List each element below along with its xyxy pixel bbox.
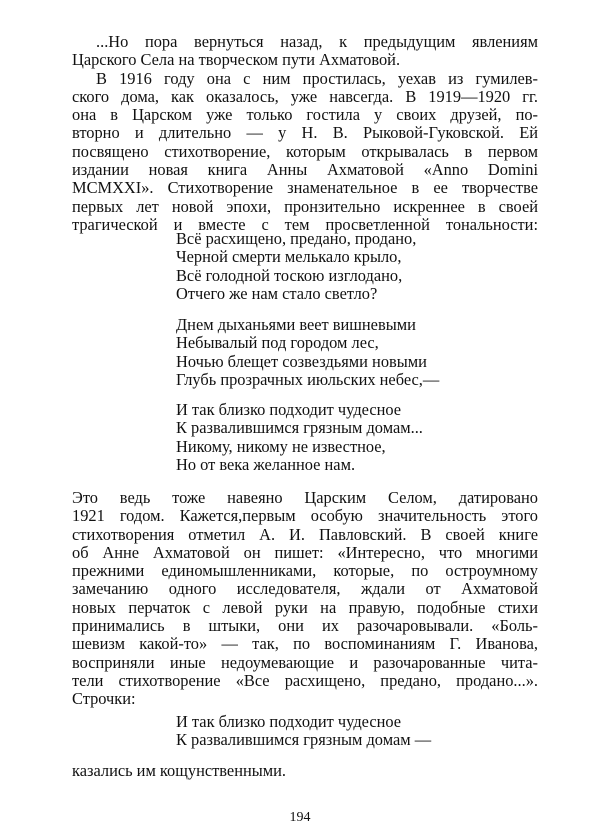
poem-line: Днем дыханьями веет вишневыми	[176, 315, 416, 334]
poem-line: Но от века желанное нам.	[176, 454, 356, 474]
poem-stanza-3	[176, 401, 423, 474]
paragraph-farewell	[72, 70, 538, 235]
text-line: посвящено стихотворение, которым открывалась в первом	[72, 141, 538, 161]
poem-stanza-1	[176, 230, 416, 303]
text-line: вторно и длительно — у Н. В. Рыковой-Гуковской. Ей	[72, 123, 538, 143]
text-line: казались им кощунственными.	[72, 761, 286, 780]
paragraph-commentary	[72, 489, 538, 709]
text-line: стихотворения отметил А. И. Павловский. В своей книге	[72, 524, 538, 544]
poem-line: И так близко подходит чудесное	[176, 712, 402, 731]
poem-line: И так близко подходит чудесное	[176, 400, 402, 419]
text-line: Царского Села на творческом пути Ахматовой.	[72, 50, 401, 70]
text-line: ского дома, как оказалось, уже навсегда. В 1919—1920 гг.	[72, 86, 538, 106]
text-line: об Анне Ахматовой он пишет: «Интересно, что многими	[72, 542, 538, 562]
poem-line: Всё голодной тоскою изглодано,	[176, 265, 403, 285]
quoted-poem-lines	[176, 713, 431, 750]
text-line: тели стихотворение «Все расхищено, предано, продано...».	[72, 670, 538, 690]
poem-line: Всё расхищено, предано, продано,	[176, 229, 417, 248]
paragraph-intro	[72, 33, 538, 70]
text-line: MCMXXI». Стихотворение знаменательное в ее творчестве	[72, 178, 538, 198]
text-line: трагической и вместе с тем просветленной тональности:	[72, 214, 538, 234]
poem-line: К развалившимся грязным домам —	[176, 730, 432, 750]
poem-stanza-2	[176, 316, 439, 389]
text-line: 1921 годом. Кажется,первым особую значительность этого	[72, 506, 538, 526]
text-line: ...Но пора вернуться назад, к предыдущим явлениям	[96, 32, 538, 51]
poem-line: Никому, никому не известное,	[176, 436, 386, 456]
poem-line: Ночью блещет созвездьями новыми	[176, 351, 427, 371]
text-line: восприняли иные недоумевающие и разочарованные чита-	[72, 652, 538, 672]
text-line: шевизм какой-то» — так, по воспоминаниям Г. Иванова,	[72, 634, 538, 654]
text-line: она в Царском уже только гостила у своих друзей, по-	[72, 105, 538, 125]
text-line: первых лет новой эпохи, пронзительно искреннее в своей	[72, 196, 538, 216]
poem-line: Отчего же нам стало светло?	[176, 283, 378, 303]
text-line: замечанию одного исследователя, ждали от Ахматовой	[72, 579, 538, 599]
poem-line: Глубь прозрачных июльских небес,—	[176, 369, 440, 389]
text-line: Строчки:	[72, 689, 136, 709]
poem-line: Черной смерти мелькало крыло,	[176, 247, 402, 267]
page-number: 194	[289, 810, 311, 825]
text-line: В 1916 году она с ним простилась, уехав из гумилев-	[96, 68, 538, 88]
text-line: новых перчаток с левой руки на правую, подобные стихи	[72, 597, 538, 617]
poem-line: Небывалый под городом лес,	[176, 333, 379, 353]
poem-line: К развалившимся грязным домам...	[176, 418, 423, 438]
text-line: принимались в штыки, они их разочаровывали. «Боль-	[72, 616, 538, 636]
paragraph-closing	[72, 762, 538, 780]
text-line: Это ведь тоже навеяно Царским Селом, датировано	[72, 488, 538, 507]
text-line: прежними единомышленниками, которые, по остроумному	[72, 561, 538, 581]
text-line: издании новая книга Анны Ахматовой «Anno Domini	[72, 160, 538, 180]
